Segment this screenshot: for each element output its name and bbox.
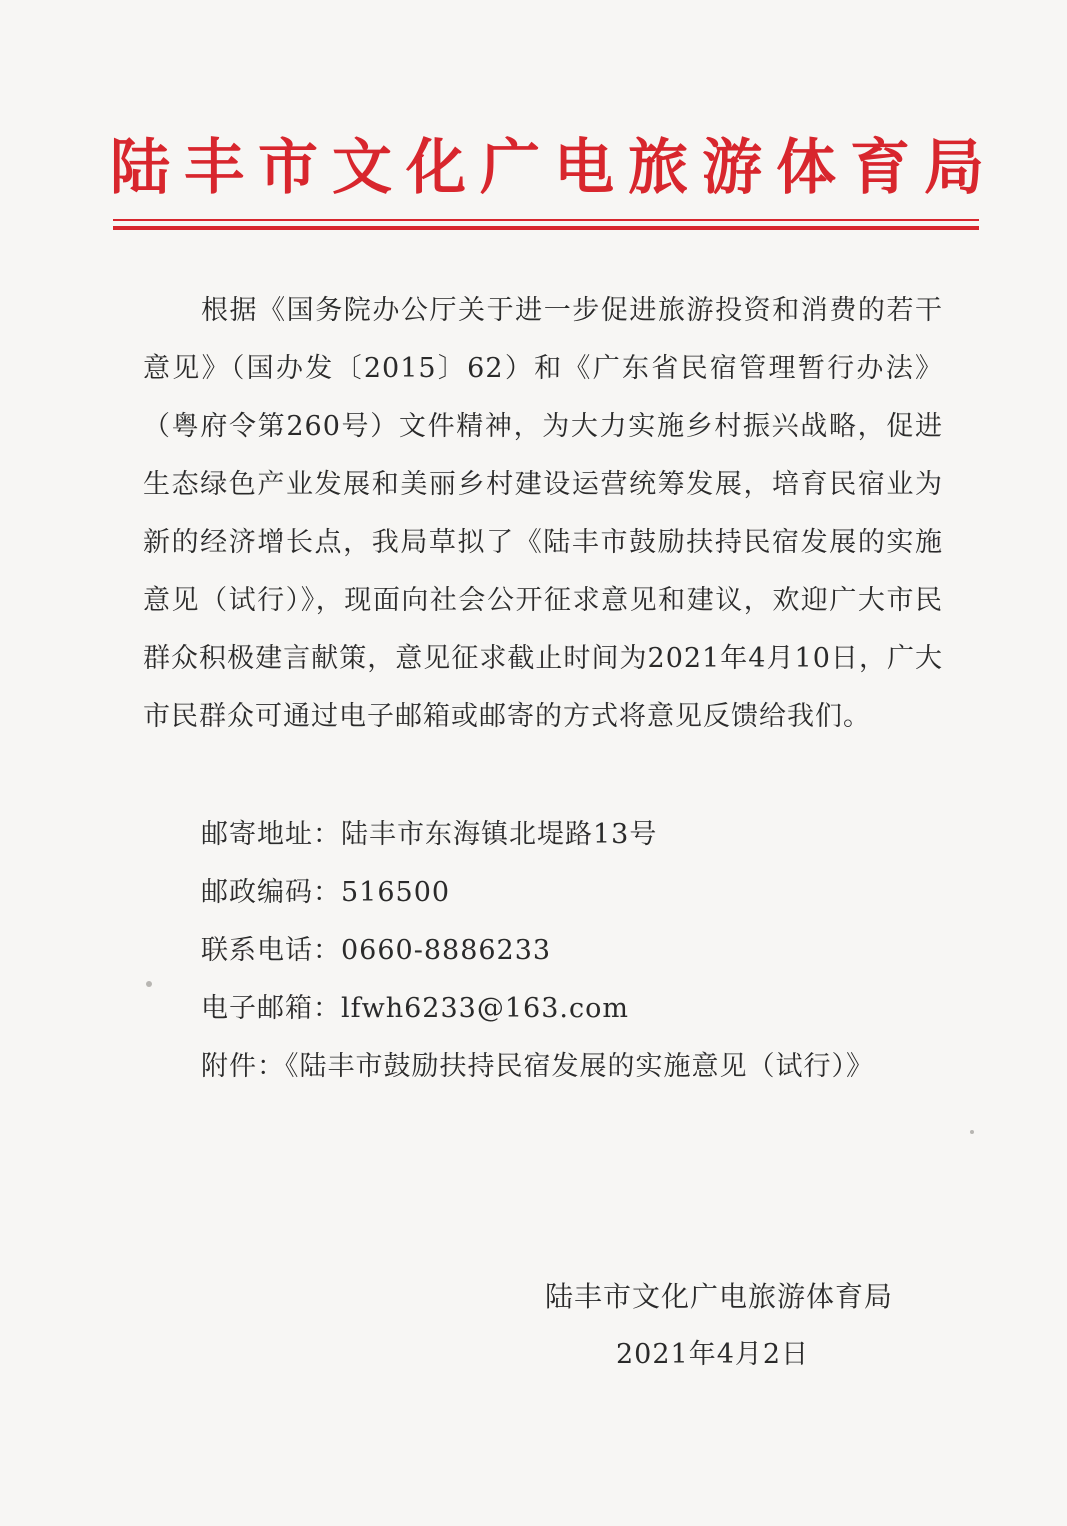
letterhead-title: 陆丰市文化广电旅游体育局 bbox=[110, 133, 998, 203]
signature-org: 陆丰市文化广电旅游体育局 bbox=[545, 1280, 894, 1313]
paper-speck bbox=[970, 1130, 974, 1134]
contact-block bbox=[201, 806, 961, 1096]
mailing-address: 邮寄地址：陆丰市东海镇北堤路13号 bbox=[201, 819, 658, 850]
contact-phone: 联系电话：0660-8886233 bbox=[201, 935, 552, 966]
paper-speck bbox=[146, 981, 152, 987]
letterhead-rule-thin bbox=[113, 219, 979, 221]
body-paragraph: 根据《国务院办公厅关于进一步促进旅游投资和消费的若干意见》（国办发〔2015〕62）和《广东省民宿管理暂行办法》（粤府令第260号）文件精神，为大力实施乡村振兴战略，促进生态绿色产业发展和美丽乡村建设运营统筹发展，培育民宿业为新的经济增长点，我局草拟了《陆丰市鼓励扶持民宿发展的实施意见（试行）》，现面向社会公开征求意见和建议，欢迎广大市民群众积极建言献策，意见征求截止时间为2021年4月10日，广大市民群众可通过电子邮箱或邮寄的方式将意见反馈给我们。 bbox=[143, 295, 943, 732]
signature-date: 2021年4月2日 bbox=[616, 1339, 810, 1370]
attachment-line: 附件：《陆丰市鼓励扶持民宿发展的实施意见（试行）》 bbox=[201, 1051, 874, 1082]
postal-code: 邮政编码：516500 bbox=[201, 877, 451, 908]
letterhead-rule-thick bbox=[113, 226, 979, 230]
contact-email: 电子邮箱：lfwh6233@163.com bbox=[201, 993, 629, 1024]
